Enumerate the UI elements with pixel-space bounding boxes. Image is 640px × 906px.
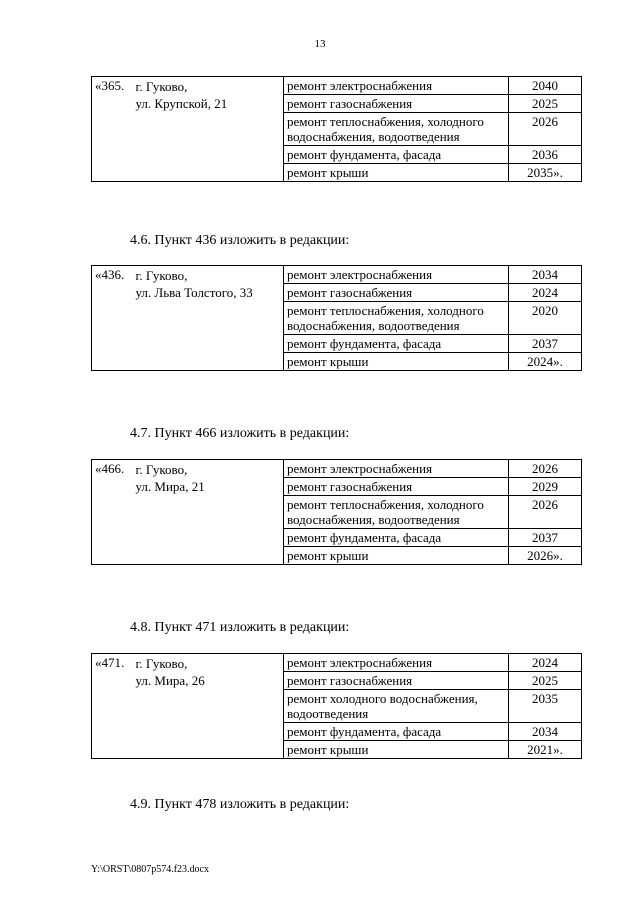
year-cell: 2036: [509, 146, 582, 164]
year-cell: 2024: [509, 654, 582, 672]
work-cell: ремонт электроснабжения: [284, 654, 509, 672]
table-row: [92, 654, 582, 672]
work-table-471: [91, 653, 582, 759]
year-cell: 2020: [509, 302, 582, 335]
work-cell: ремонт фундамента, фасада: [284, 529, 509, 547]
work-cell: ремонт газоснабжения: [284, 478, 509, 496]
address-city: г. Гуково,: [135, 79, 188, 94]
address-street: ул. Мира, 21: [135, 479, 205, 494]
page-number: 13: [314, 38, 326, 50]
work-cell: ремонт электроснабжения: [284, 77, 509, 95]
item-address: [133, 460, 284, 565]
work-cell: ремонт фундамента, фасада: [284, 146, 509, 164]
item-address: [133, 77, 284, 182]
item-address: [133, 266, 284, 371]
work-cell: ремонт крыши: [284, 353, 509, 371]
table-row: [92, 266, 582, 284]
address-street: ул. Льва Толстого, 33: [135, 285, 253, 300]
item-number: «466.: [92, 460, 133, 565]
table-row: [92, 460, 582, 478]
year-cell: 2025: [509, 95, 582, 113]
year-cell: 2029: [509, 478, 582, 496]
address-city: г. Гуково,: [135, 268, 188, 283]
work-cell: ремонт фундамента, фасада: [284, 723, 509, 741]
work-table-365: [91, 76, 582, 182]
year-cell: 2034: [509, 723, 582, 741]
year-cell: 2026: [509, 460, 582, 478]
work-cell: ремонт теплоснабжения, холодного водоснабжения, водоотведения: [284, 302, 509, 335]
paragraph-4-8: 4.8. Пункт 471 изложить в редакции:: [130, 620, 350, 635]
year-cell: 2035».: [509, 164, 582, 182]
year-cell: 2040: [509, 77, 582, 95]
year-cell: 2026».: [509, 547, 582, 565]
year-cell: 2025: [509, 672, 582, 690]
item-number: «436.: [92, 266, 133, 371]
table-row: [92, 77, 582, 95]
work-cell: ремонт крыши: [284, 547, 509, 565]
year-cell: 2026: [509, 496, 582, 529]
address-city: г. Гуково,: [135, 656, 188, 671]
work-table-466: [91, 459, 582, 565]
year-cell: 2034: [509, 266, 582, 284]
address-city: г. Гуково,: [135, 462, 188, 477]
item-number: «471.: [92, 654, 133, 759]
item-number: «365.: [92, 77, 133, 182]
work-cell: ремонт газоснабжения: [284, 284, 509, 302]
work-cell: ремонт электроснабжения: [284, 460, 509, 478]
work-cell: ремонт холодного водоснабжения, водоотведения: [284, 690, 509, 723]
work-cell: ремонт теплоснабжения, холодного водоснабжения, водоотведения: [284, 496, 509, 529]
work-cell: ремонт крыши: [284, 164, 509, 182]
year-cell: 2035: [509, 690, 582, 723]
year-cell: 2021».: [509, 741, 582, 759]
work-cell: ремонт теплоснабжения, холодного водоснабжения, водоотведения: [284, 113, 509, 146]
year-cell: 2024».: [509, 353, 582, 371]
work-cell: ремонт крыши: [284, 741, 509, 759]
paragraph-4-7: 4.7. Пункт 466 изложить в редакции:: [130, 426, 350, 441]
work-cell: ремонт электроснабжения: [284, 266, 509, 284]
paragraph-4-6: 4.6. Пункт 436 изложить в редакции:: [130, 233, 350, 248]
item-address: [133, 654, 284, 759]
work-cell: ремонт газоснабжения: [284, 672, 509, 690]
year-cell: 2037: [509, 529, 582, 547]
work-cell: ремонт газоснабжения: [284, 95, 509, 113]
year-cell: 2037: [509, 335, 582, 353]
paragraph-4-9: 4.9. Пункт 478 изложить в редакции:: [130, 797, 350, 812]
year-cell: 2026: [509, 113, 582, 146]
address-street: ул. Мира, 26: [135, 673, 205, 688]
file-path-footer: Y:\ORST\0807p574.f23.docx: [91, 864, 209, 875]
work-table-436: [91, 265, 582, 371]
work-cell: ремонт фундамента, фасада: [284, 335, 509, 353]
address-street: ул. Крупской, 21: [135, 96, 228, 111]
year-cell: 2024: [509, 284, 582, 302]
